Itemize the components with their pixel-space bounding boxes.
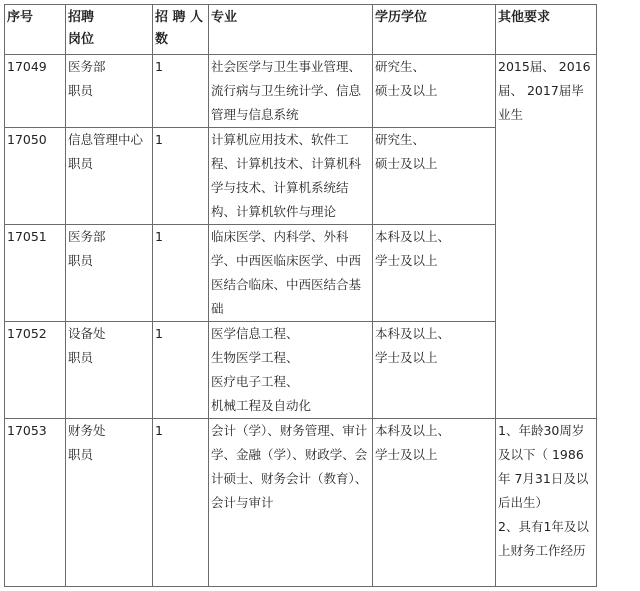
- count-cell: 1: [153, 55, 209, 128]
- seq-cell: 17049: [5, 55, 66, 128]
- count-cell: 1: [153, 419, 209, 587]
- count-cell: 1: [153, 225, 209, 322]
- count-cell: 1: [153, 128, 209, 225]
- degree-cell: 研究生、 硕士及以上: [373, 128, 496, 225]
- count-cell: 1: [153, 322, 209, 419]
- degree-cell: 本科及以上、 学士及以上: [373, 419, 496, 587]
- header-major: 专业: [209, 5, 373, 55]
- seq-cell: 17053: [5, 419, 66, 587]
- header-seq: 序号: [5, 5, 66, 55]
- position-cell: 医务部 职员: [66, 55, 153, 128]
- major-cell: 计算机应用技术、软件工程、计算机技术、计算机科学与技术、计算机系统结构、计算机软件与理论: [209, 128, 373, 225]
- position-cell: 设备处 职员: [66, 322, 153, 419]
- major-cell: 社会医学与卫生事业管理、流行病与卫生统计学、信息管理与信息系统: [209, 55, 373, 128]
- major-cell: 临床医学、内科学、外科学、中西医临床医学、中西医结合临床、中西医结合基础: [209, 225, 373, 322]
- other-requirements-shared: 2015届、 2016届、 2017届毕业生: [496, 55, 597, 419]
- table-row: [5, 55, 597, 128]
- position-cell: 信息管理中心 职员: [66, 128, 153, 225]
- table-row: [5, 419, 597, 587]
- recruitment-table: [4, 4, 597, 587]
- header-position: 招聘 岗位: [66, 5, 153, 55]
- seq-cell: 17050: [5, 128, 66, 225]
- degree-cell: 研究生、 硕士及以上: [373, 55, 496, 128]
- header-degree: 学历学位: [373, 5, 496, 55]
- other-requirements-finance: 1、年龄30周岁及以下（ 1986年 7月31日及以后出生） 2、具有1年及以上财务工作经历: [496, 419, 597, 587]
- seq-cell: 17052: [5, 322, 66, 419]
- major-cell: 医学信息工程、 生物医学工程、 医疗电子工程、 机械工程及自动化: [209, 322, 373, 419]
- header-count: 招 聘 人 数: [153, 5, 209, 55]
- position-cell: 医务部 职员: [66, 225, 153, 322]
- degree-cell: 本科及以上、 学士及以上: [373, 225, 496, 322]
- position-cell: 财务处 职员: [66, 419, 153, 587]
- header-other: 其他要求: [496, 5, 597, 55]
- major-cell: 会计（学）、财务管理、审计学、金融（学）、财政学、会计硕士、财务会计（教育）、会计与审计: [209, 419, 373, 587]
- header-row: [5, 5, 597, 55]
- seq-cell: 17051: [5, 225, 66, 322]
- degree-cell: 本科及以上、 学士及以上: [373, 322, 496, 419]
